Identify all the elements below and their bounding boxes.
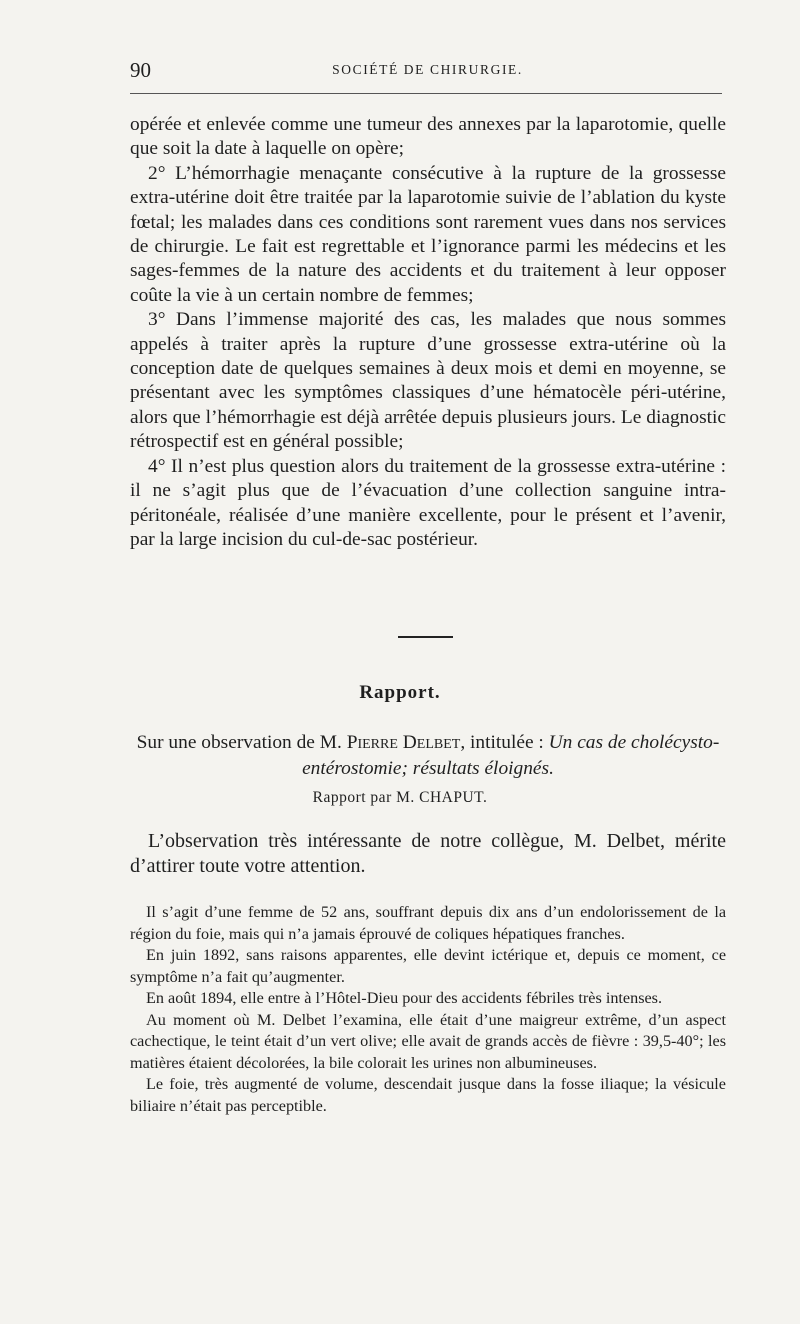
title-prefix: Sur une observation de M.: [136, 732, 342, 753]
author-name: Pierre Delbet: [346, 732, 461, 753]
rapporteur-line: Rapport par M. CHAPUT.: [312, 789, 488, 806]
body-paragraph: 4° Il n’est plus question alors du traitement de la grossesse extra-utérine : il ne s’agit plus que de l’évacuation d’une collection sanguine intra-péritonéale, réalisée d’une manière excellente, pour le présent et l’avenir, par la large incision du cul-de-sac postérieur.: [130, 455, 726, 550]
body-paragraph: 3° Dans l’immense majorité des cas, les malades que nous sommes appelés à traiter après la rupture d’une grossesse extra-utérine où la conception date de quelques semaines à deux mois et demi en moyenne, se présentant avec les symptômes classiques d’une hématocèle péri-utérine, alors que l’hémorrhagie est déjà arrêtée depuis plusieurs jours. Le diagnostic rétrospectif est en général possible;: [130, 309, 726, 453]
body-text: [130, 113, 726, 552]
observation-text: [130, 902, 726, 1117]
title-italic: Un cas de cholécysto-entérostomie; résultats éloignés.: [302, 732, 720, 779]
section-divider: [398, 636, 453, 638]
section-heading: Rapport.: [359, 682, 441, 703]
observation-paragraph: Le foie, très augmenté de volume, descendait jusque dans la fosse iliaque; la vésicule biliaire n’était pas perceptible.: [130, 1075, 726, 1115]
page-header: [130, 58, 725, 84]
observation-paragraph: En août 1894, elle entre à l’Hôtel-Dieu pour des accidents fébriles très intenses.: [146, 989, 663, 1007]
observation-paragraph: Il s’agit d’une femme de 52 ans, souffrant depuis dix ans d’un endolorissement de la région du foie, mais qui n’a jamais éprouvé de coliques hépatiques franches.: [130, 903, 726, 943]
report-title: [130, 730, 726, 782]
running-title: SOCIÉTÉ DE CHIRURGIE.: [332, 62, 523, 77]
body-paragraph: opérée et enlevée comme une tumeur des annexes par la laparotomie, quelle que soit la date à laquelle on opère;: [130, 114, 726, 160]
body-paragraph: 2° L’hémorrhagie menaçante consécutive à la rupture de la grossesse extra-utérine doit être traitée par la laparotomie suivie de l’ablation du kyste fœtal; les malades dans ces conditions sont rarement vues dans nos services de chirurgie. Le fait est regrettable et l’ignorance parmi les médecins et les sages-femmes de la nature des accidents et du traitement à leur opposer coûte la vie à un certain nombre de femmes;: [130, 162, 726, 306]
title-middle: , intitulée :: [460, 732, 544, 753]
observation-paragraph: Au moment où M. Delbet l’examina, elle était d’une maigreur extrême, d’un aspect cachectique, le teint était d’un vert olive; elle avait de grands accès de fièvre : 39,5-40°; les matières étaient décolorées, la bile colorait les urines non albumineuses.: [130, 1010, 726, 1072]
intro-paragraph: L’observation très intéressante de notre collègue, M. Delbet, mérite d’attirer toute votre attention.: [130, 830, 726, 877]
header-rule: [130, 93, 722, 94]
observation-paragraph: En juin 1892, sans raisons apparentes, elle devint ictérique et, depuis ce moment, ce symptôme n’a fait qu’augmenter.: [130, 946, 726, 986]
page-number: 90: [130, 58, 151, 82]
intro-text: [130, 829, 726, 879]
